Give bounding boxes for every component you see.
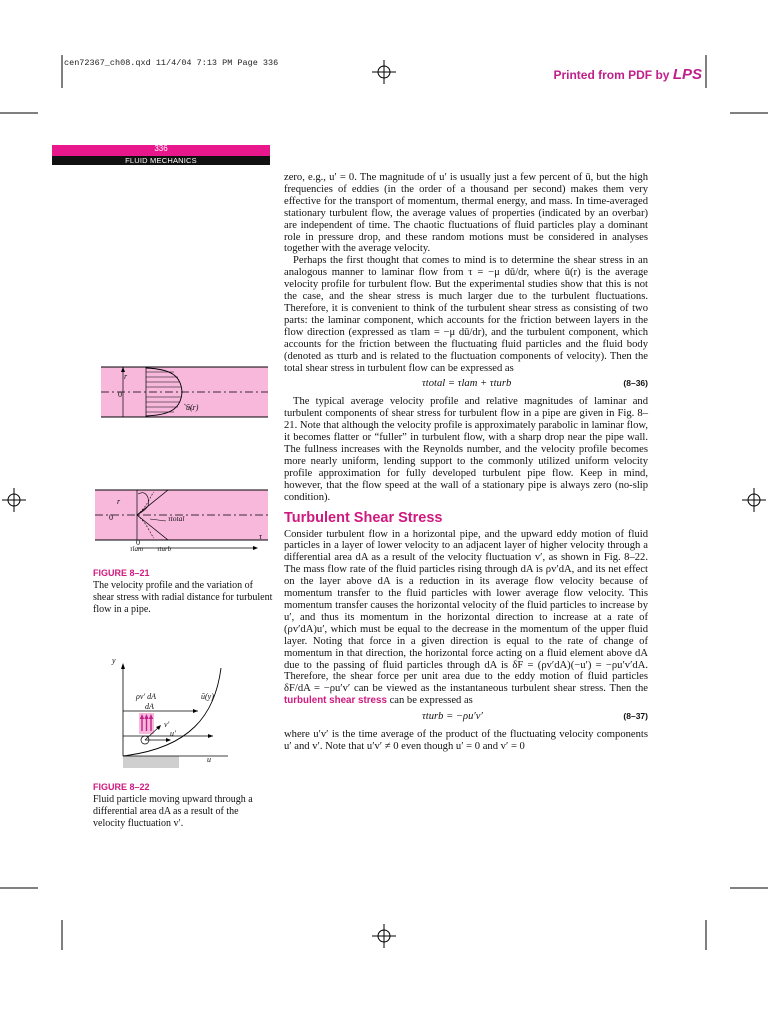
fig22-label-y: y bbox=[112, 656, 116, 665]
fig22-label-dA: dA bbox=[145, 702, 154, 711]
paragraph-4-tail: can be expressed as bbox=[389, 695, 473, 707]
paragraph-4 bbox=[284, 529, 648, 708]
paragraph-3: The typical average velocity profile and relative magnitudes of laminar and turbulent components of shear stress for turbulent flow in a pipe are given in Fig. 8–21. Note that although the velocity profile is approximately parabolic in laminar flow, it becomes flatter or “fuller” in turbulent flow, with a sharp drop near the pipe wall. The fullness increases with the Reynolds number, and the velocity profile becomes more nearly uniform, lending support to the commonly utilized uniform velocity profile approximation for fully developed turbulent pipe flow. Keep in mind, however, that the flow speed at the wall of a stationary pipe is always zero (no-slip condition). bbox=[284, 396, 648, 503]
key-term-turbulent-shear-stress: turbulent shear stress bbox=[284, 695, 387, 707]
paragraph-4-body: Consider turbulent flow in a horizontal pipe, and the upward eddy motion of fluid particles in a layer of lower velocity to an adjacent layer of higher velocity through a differential area dA as a result of the velocity fluctuation v′, as shown in Fig. 8–22. The mass flow rate of the fluid particles rising through dA is ρv′dA, and its net effect on the layer above dA is a reduction in its average flow velocity because of momentum transfer to the fluid particles with lower average flow velocity. This momentum transfer causes the horizontal velocity of the fluid particles to increase by u′, and thus its momentum in the horizontal direction to increase at a rate of (ρv′dA)u′, which must be equal to the decrease in the momentum of the upper fluid layer. Noting that force in a given direction is equal to the rate of change of momentum in that direction, the horizontal force acting on a fluid element above dA due to the passing of fluid particles through dA is δF = (ρv′dA)(−u′) = −ρu′v′dA. Therefore, the shear force per unit area due to the eddy motion of fluid particles δF/dA = −ρu′v′ can be viewed as the instantaneous turbulent shear stress. Then the bbox=[284, 528, 648, 695]
equation-8-37 bbox=[284, 710, 648, 725]
equation-8-36-text: τtotal = τlam + τturb bbox=[422, 378, 512, 390]
fig21-label-tau-total: τtotal bbox=[168, 514, 185, 523]
equation-8-36 bbox=[284, 377, 648, 392]
equation-8-36-number: (8–36) bbox=[623, 378, 648, 389]
fig21-label-u-of-r: ū(r) bbox=[186, 403, 199, 412]
figure-8-22-label: FIGURE 8–22 bbox=[93, 782, 150, 792]
paragraph-5: where u′v′ is the time average of the product of the fluctuating velocity components u′ and v′. Note that u′v′ ≠ 0 even though u′ = 0 and v′ = 0 bbox=[284, 729, 648, 753]
page-number: 336 bbox=[154, 144, 168, 153]
fig21-label-zero-bottom: 0 bbox=[136, 538, 140, 547]
running-title: FLUID MECHANICS bbox=[52, 156, 270, 165]
equation-8-37-number: (8–37) bbox=[623, 711, 648, 722]
paragraph-1: zero, e.g., u′ = 0. The magnitude of u′ is usually just a few percent of ū, but the high frequencies of eddies (in the order of a thousand per second) makes them very effective for the transport of momentum, thermal energy, and mass. In time-averaged stationary turbulent flow, the average values of properties (indicated by an overbar) are independent of time. The chaotic fluctuations of fluid particles play a dominant role in pressure drop, and these random motions must be considered in analyses together with the average velocity. bbox=[284, 172, 648, 255]
fig21-label-tau-lam: τlam bbox=[130, 545, 144, 553]
file-slug: cen72367_ch08.qxd 11/4/04 7:13 PM Page 336 bbox=[64, 58, 279, 68]
fig22-label-v-prime: v′ bbox=[164, 720, 170, 729]
fig21-label-tau-axis: τ bbox=[259, 532, 262, 541]
fig21-label-tau-turb: τturb bbox=[157, 545, 172, 553]
section-heading: Turbulent Shear Stress bbox=[284, 509, 443, 526]
figure-8-21-caption: The velocity profile and the variation of shear stress with radial distance for turbulent flow in a pipe. bbox=[93, 580, 273, 615]
lps-brand: LPS bbox=[672, 66, 702, 83]
fig21-label-r-bottom: r bbox=[117, 497, 121, 506]
figure-8-21-label: FIGURE 8–21 bbox=[93, 568, 150, 578]
fig22-label-rho-v-dA: ρv′ dA bbox=[136, 692, 157, 701]
fig22-label-u-axis: u bbox=[207, 755, 211, 764]
equation-8-37-text: τturb = −ρu′v′ bbox=[422, 711, 483, 723]
fig22-label-u-prime: u′ bbox=[170, 729, 176, 738]
fig21-label-r-top: r bbox=[124, 372, 128, 381]
fig22-label-u-of-y: ū(y) bbox=[201, 692, 214, 701]
printed-from-prefix: Printed from PDF by bbox=[553, 68, 673, 82]
main-text-column bbox=[284, 172, 648, 753]
fig21-label-zero-mid: 0 bbox=[109, 513, 113, 522]
figure-8-22-caption: Fluid particle moving upward through a differential area dA as a result of the velocity fluctuation v′. bbox=[93, 794, 253, 829]
paragraph-2: Perhaps the first thought that comes to mind is to determine the shear stress in an analogous manner to laminar flow from τ = −μ dū/dr, where ū(r) is the average velocity profile for turbulent flow. But the experimental studies show that this is not the case, and the shear stress is much larger due to the turbulent fluctuations. Therefore, it is convenient to think of the turbulent shear stress as consisting of two parts: the laminar component, which accounts for the friction between layers in the flow direction (expressed as τlam = −μ dū/dr), and the turbulent component, which accounts for the friction between the fluctuating fluid particles and the fluid body (denoted as τturb and is related to the fluctuation components of velocity). Then the total shear stress in turbulent flow can be expressed as bbox=[284, 255, 648, 374]
fig21-label-zero-top: 0 bbox=[118, 390, 122, 399]
